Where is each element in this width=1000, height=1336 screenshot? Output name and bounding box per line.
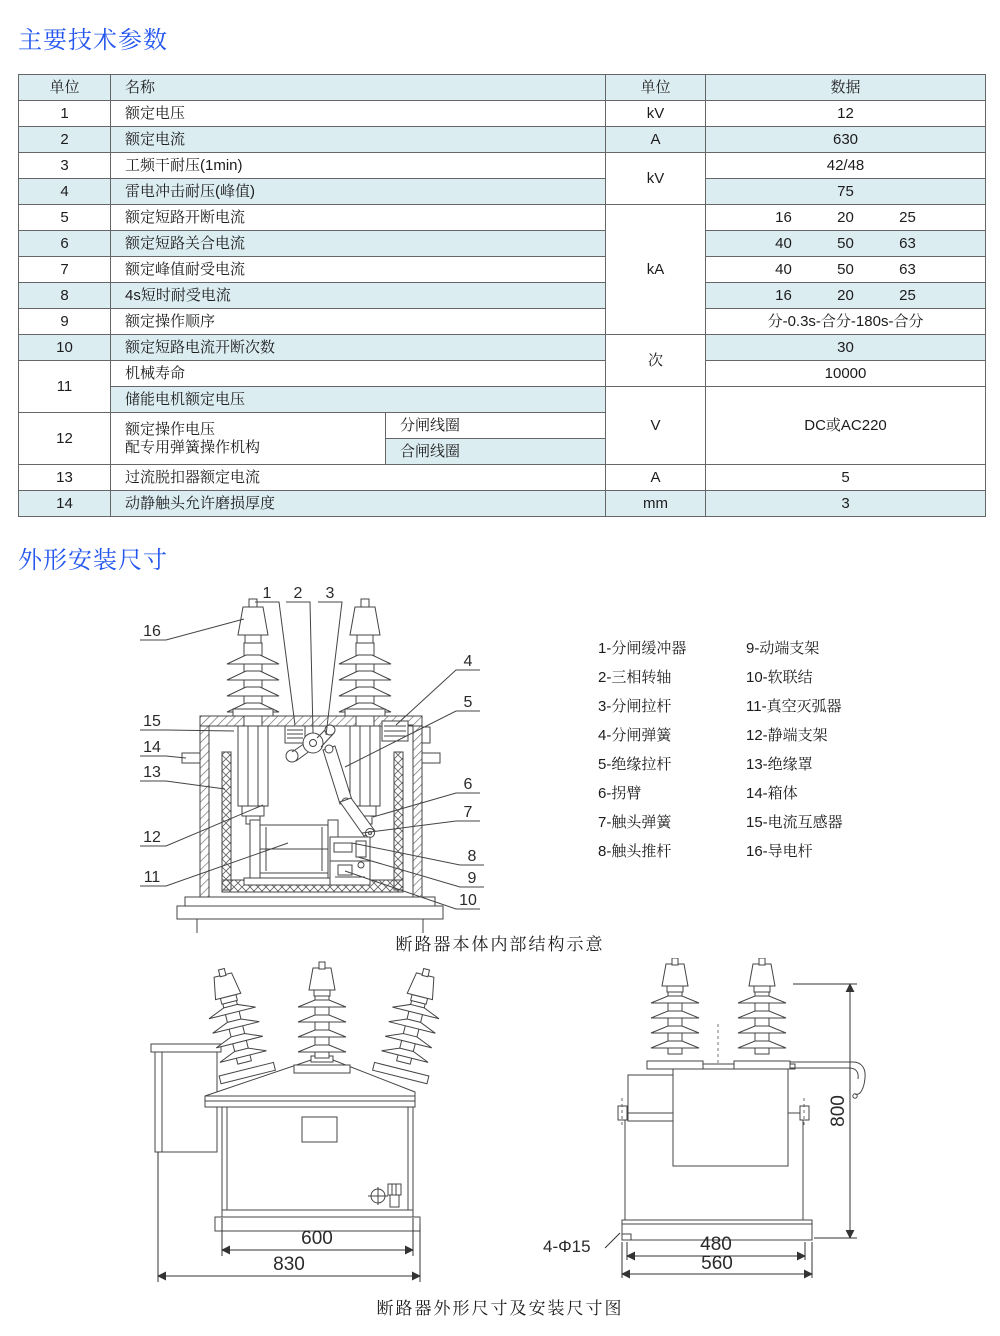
table-cell [706, 283, 986, 309]
table-cell: 额定短路电流开断次数 [111, 335, 606, 361]
value: 40 [775, 234, 792, 252]
legend-item: 11-真空灭弧器 [746, 698, 842, 715]
table-cell: kV [606, 153, 706, 205]
table-row [19, 127, 986, 153]
table-cell: 额定峰值耐受电流 [111, 257, 606, 283]
caption-outline-dimensions: 断路器外形尺寸及安装尺寸图 [376, 1299, 624, 1318]
table-cell: 42/48 [706, 153, 986, 179]
table-cell: 次 [606, 335, 706, 387]
legend-column-left [598, 634, 746, 866]
callout-label: 6 [463, 776, 473, 793]
insulator-right [373, 962, 454, 1083]
side-view-drawing [535, 958, 985, 1295]
value: 25 [899, 208, 916, 226]
table-cell: 2 [19, 127, 111, 153]
legend-item: 1-分闸缓冲器 [598, 640, 687, 657]
table-cell: 额定电压 [111, 101, 606, 127]
table-cell: 12 [19, 413, 111, 465]
legend-item: 13-绝缘罩 [746, 756, 813, 773]
callout-label: 5 [463, 694, 473, 711]
section-title-parameters: 主要技术参数 [18, 27, 168, 54]
cell-line: 配专用弹簧操作机构 [125, 438, 261, 456]
table-cell: 3 [706, 491, 986, 517]
table-cell: 8 [19, 283, 111, 309]
callout-label: 9 [467, 870, 477, 887]
dim-label-800: 800 [828, 1095, 849, 1127]
table-cell: A [606, 465, 706, 491]
table-cell: 3 [19, 153, 111, 179]
table-cell: 9 [19, 309, 111, 335]
section-title-dimensions: 外形安装尺寸 [18, 547, 168, 574]
table-row [19, 205, 986, 231]
table-row [19, 465, 986, 491]
callout-label: 10 [459, 892, 477, 909]
table-row [19, 491, 986, 517]
internal-structure-diagram [130, 575, 620, 960]
table-row [19, 361, 986, 387]
value: 40 [775, 260, 792, 278]
table-cell: 6 [19, 231, 111, 257]
insulator-right [734, 958, 790, 1069]
callout-label: 13 [143, 764, 161, 781]
table-cell: 75 [706, 179, 986, 205]
table-cell: 11 [19, 361, 111, 413]
table-cell: 1 [19, 101, 111, 127]
table-cell [111, 413, 386, 465]
dim-label-600: 600 [301, 1228, 333, 1249]
legend-item: 8-触头推杆 [598, 843, 672, 860]
table-cell: 过流脱扣器额定电流 [111, 465, 606, 491]
table-cell: 13 [19, 465, 111, 491]
callout-label: 16 [143, 623, 161, 640]
table-cell: 机械寿命 [111, 361, 606, 387]
callout-label: 7 [463, 804, 473, 821]
col-header: 名称 [111, 75, 606, 101]
table-cell: 额定操作顺序 [111, 309, 606, 335]
dim-label-830: 830 [273, 1254, 305, 1275]
value: 63 [899, 260, 916, 278]
value: 25 [899, 286, 916, 304]
parameters-table [18, 74, 986, 517]
callout-label: 14 [143, 739, 161, 756]
table-cell: 630 [706, 127, 986, 153]
table-row [19, 153, 986, 179]
table-row [19, 257, 986, 283]
value: 16 [775, 208, 792, 226]
table-cell: 10000 [706, 361, 986, 387]
table-cell: 14 [19, 491, 111, 517]
callout-label: 1 [262, 585, 272, 602]
callout-label: 12 [143, 829, 161, 846]
legend-item: 16-导电杆 [746, 843, 813, 860]
table-cell: kV [606, 101, 706, 127]
insulator-left [647, 958, 703, 1069]
dim-label-holes: 4-Φ15 [543, 1237, 591, 1256]
table-cell [706, 257, 986, 283]
table-cell: 4s短时耐受电流 [111, 283, 606, 309]
table-cell: 分闸线圈 [386, 413, 606, 439]
legend-item: 10-软联结 [746, 669, 813, 686]
callout-label: 11 [143, 869, 161, 886]
legend-item: 3-分闸拉杆 [598, 698, 672, 715]
col-header: 单位 [606, 75, 706, 101]
value: 20 [837, 208, 854, 226]
callout-label: 4 [463, 653, 473, 670]
table-cell: V [606, 387, 706, 465]
legend-item: 14-箱体 [746, 785, 798, 802]
table-cell: 额定短路开断电流 [111, 205, 606, 231]
table-cell: 4 [19, 179, 111, 205]
table-cell: 额定短路关合电流 [111, 231, 606, 257]
value: 50 [837, 260, 854, 278]
callout-label: 8 [467, 848, 477, 865]
legend-item: 5-绝缘拉杆 [598, 756, 672, 773]
value: 63 [899, 234, 916, 252]
table-cell: mm [606, 491, 706, 517]
callout-label: 15 [143, 713, 161, 730]
table-cell: 额定电流 [111, 127, 606, 153]
table-row [19, 335, 986, 361]
vacuum-interrupter [244, 820, 340, 885]
table-cell: 30 [706, 335, 986, 361]
table-row [19, 283, 986, 309]
bushing-left [227, 599, 279, 824]
table-row [19, 309, 986, 335]
table-cell: DC或AC220 [706, 387, 986, 465]
table-cell: 5 [19, 205, 111, 231]
value: 16 [775, 286, 792, 304]
table-cell: 10 [19, 335, 111, 361]
table-row [19, 179, 986, 205]
dim-label-560: 560 [701, 1253, 733, 1274]
table-cell: 5 [706, 465, 986, 491]
legend-item: 6-拐臂 [598, 785, 642, 802]
table-cell [706, 205, 986, 231]
callout-label: 3 [325, 585, 335, 602]
table-row [19, 231, 986, 257]
legend-item: 9-动端支架 [746, 640, 820, 657]
table-cell: 工频干耐压(1min) [111, 153, 606, 179]
cell-line: 额定操作电压 [125, 421, 216, 439]
callout-label: 2 [293, 585, 303, 602]
caption-internal-structure: 断路器本体内部结构示意 [395, 935, 605, 954]
parts-legend [598, 634, 843, 866]
front-view-drawing [115, 960, 485, 1290]
table-cell: 动静触头允许磨损厚度 [111, 491, 606, 517]
legend-item: 4-分闸弹簧 [598, 727, 672, 744]
insulator-center [294, 962, 350, 1073]
value: 50 [837, 234, 854, 252]
side-body [618, 1062, 865, 1240]
legend-item: 12-静端支架 [746, 727, 828, 744]
table-cell: 7 [19, 257, 111, 283]
col-header: 单位 [19, 75, 111, 101]
table-cell: 雷电冲击耐压(峰值) [111, 179, 606, 205]
legend-column-right [746, 634, 843, 866]
table-cell: kA [606, 205, 706, 335]
table-cell: 12 [706, 101, 986, 127]
table-cell [706, 231, 986, 257]
table-cell: 分-0.3s-合分-180s-合分 [706, 309, 986, 335]
legend-item: 15-电流互感器 [746, 814, 843, 831]
table-cell: 合闸线圈 [386, 439, 606, 465]
legend-item: 2-三相转轴 [598, 669, 672, 686]
col-header: 数据 [706, 75, 986, 101]
table-cell: A [606, 127, 706, 153]
table-cell: 储能电机额定电压 [111, 387, 606, 413]
legend-item: 7-触头弹簧 [598, 814, 672, 831]
table-row [19, 387, 986, 413]
table-row [19, 101, 986, 127]
table-header-row [19, 75, 986, 101]
dim-label-480: 480 [700, 1234, 732, 1255]
value: 20 [837, 286, 854, 304]
